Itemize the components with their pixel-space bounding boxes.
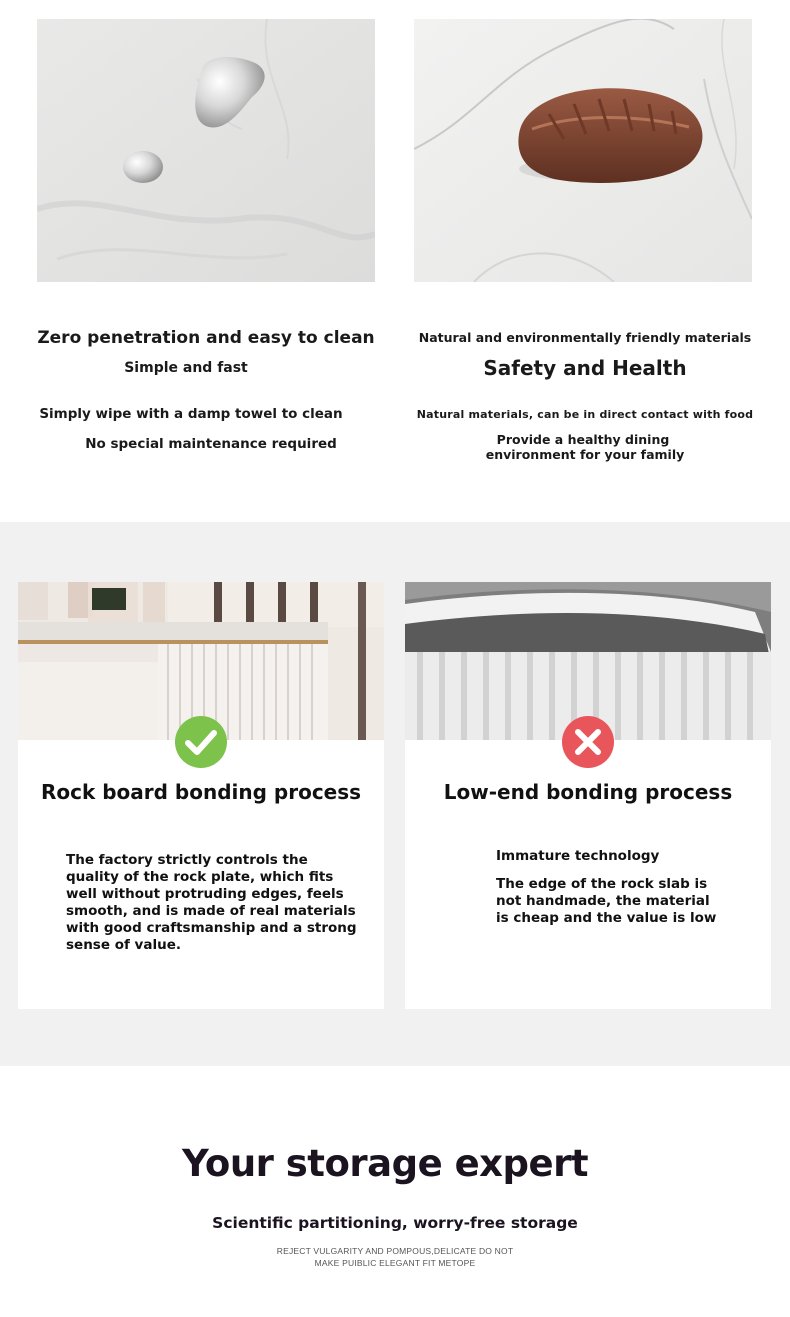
good-process-description — [66, 852, 357, 954]
bad-process-line: is cheap and the value is low — [496, 910, 717, 926]
safety-kicker: Natural and environmentally friendly materials — [418, 330, 752, 345]
good-process-line: The factory strictly controls the — [66, 852, 308, 868]
easy-clean-subline: Simple and fast — [124, 360, 248, 376]
storage-expert-title: Your storage expert — [182, 1142, 589, 1185]
tagline-line-1: REJECT VULGARITY AND POMPOUS,DELICATE DO NOT — [276, 1246, 514, 1256]
tagline-line-2: MAKE PUIBLIC ELEGANT FIT METOPE — [314, 1258, 476, 1268]
safety-detail-1: Natural materials, can be in direct contact with food — [416, 408, 754, 421]
easy-clean-detail-2: No special maintenance required — [85, 436, 337, 452]
bad-process-line: not handmade, the material — [496, 893, 710, 909]
cross-badge — [562, 716, 614, 768]
good-process-line: smooth, and is made of real materials — [66, 903, 356, 919]
cross-icon — [562, 716, 614, 768]
marble-chocolate-image — [414, 19, 752, 282]
bad-process-description — [496, 876, 716, 927]
good-process-line: with good craftsmanship and a strong — [66, 920, 357, 936]
easy-clean-headline: Zero penetration and easy to clean — [37, 328, 375, 348]
check-badge — [175, 716, 227, 768]
good-process-line: well without protruding edges, feels — [66, 886, 344, 902]
good-process-card — [18, 582, 384, 1009]
storage-subtitle: Scientific partitioning, worry-free storage — [212, 1214, 578, 1232]
easy-clean-detail-1: Simply wipe with a damp towel to clean — [39, 406, 343, 422]
safety-headline: Safety and Health — [483, 356, 687, 380]
good-process-line: quality of the rock plate, which fits — [66, 869, 334, 885]
bad-process-card — [405, 582, 771, 1009]
marble-water-drops-image — [37, 19, 375, 282]
safety-detail-2-line-2: environment for your family — [485, 447, 685, 462]
good-process-line: sense of value. — [66, 937, 181, 953]
good-process-title: Rock board bonding process — [40, 780, 362, 804]
safety-detail-2-line-1: Provide a healthy dining — [496, 432, 670, 447]
bad-process-subhead: Immature technology — [496, 848, 660, 864]
check-icon — [175, 716, 227, 768]
bad-process-title: Low-end bonding process — [443, 780, 733, 804]
bad-process-line: The edge of the rock slab is — [496, 876, 708, 892]
